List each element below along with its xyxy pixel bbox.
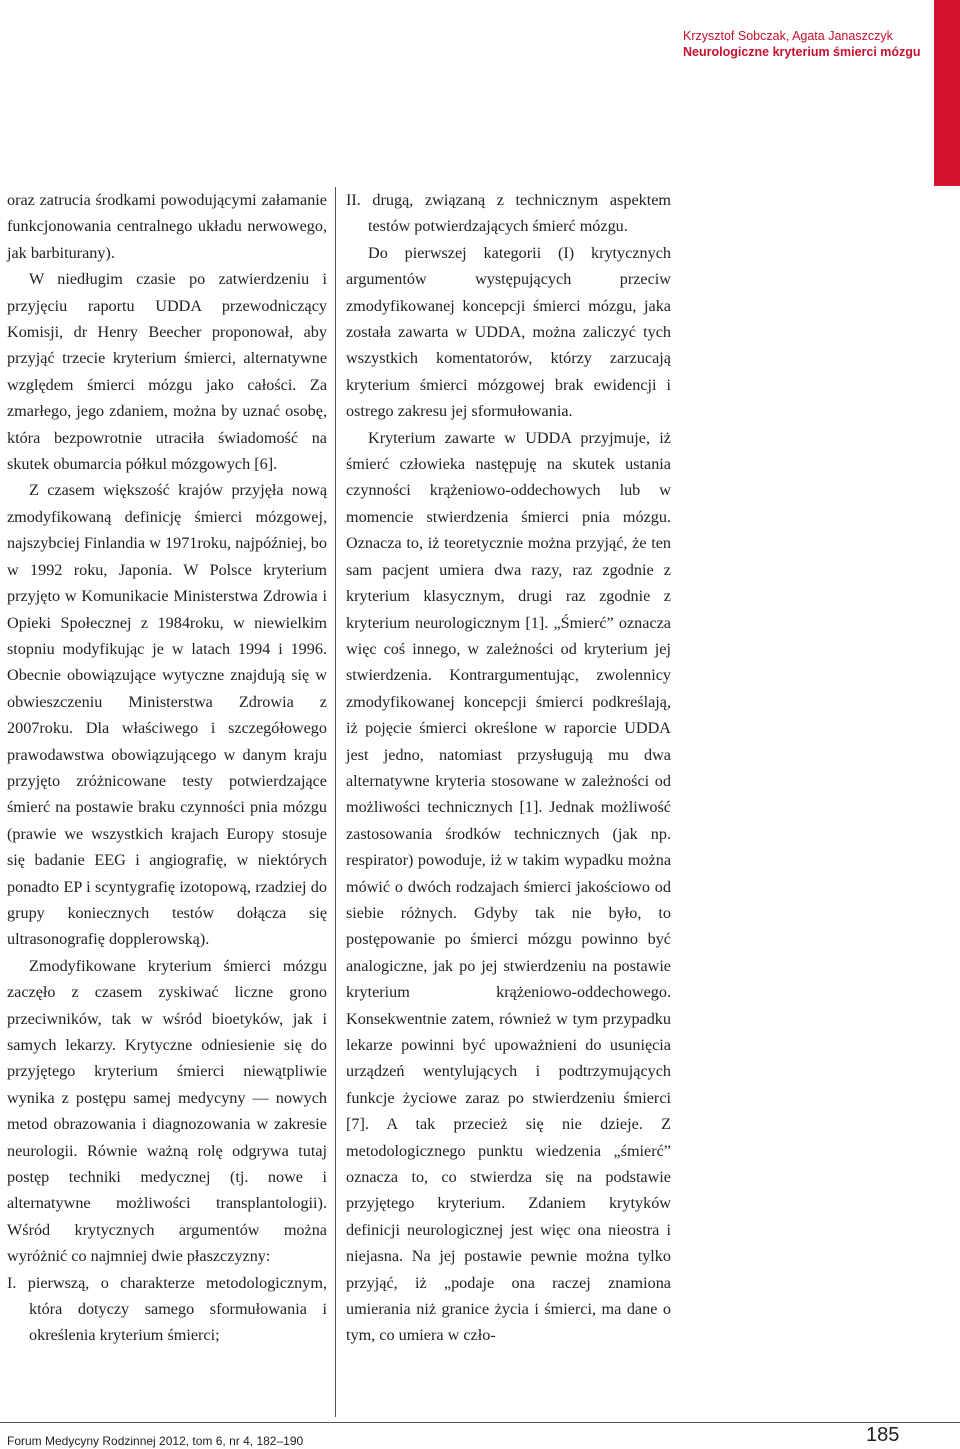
paragraph: Do pierwszej kategorii (I) krytycznych argumentów występujących przeciw zmodyfikowanej koncepcji śmierci mózgu, jaka została zawarta w UDDA, można zaliczyć tych wszystkich komentatorów, którzy zarzucają kryterium śmierci mózgowej brak ewidencji i ostrego zakresu jej sformułowania.: [346, 243, 671, 421]
list-item: I. pierwszą, o charakterze metodologicznym, która dotyczy samego sformułowania i określenia kryterium śmierci;: [7, 1273, 327, 1345]
paragraph: Zmodyfikowane kryterium śmierci mózgu zaczęło z czasem zyskiwać liczne grono przeciwników, tak w wśród bioetyków, jak i samych lekarzy. Krytyczne odniesienie się do przyjętego kryterium śmierci niewątpliwie wynika z postępu samej medycyny — nowych metod obrazowania i diagnozowania w zakresie neurologii. Równie ważną rolę odgrywa tutaj postęp techniki medycznej (tj. nowe i alternatywne możliwości transplantologii). Wśród krytycznych argumentów można wyróżnić co najmniej dwie płaszczyzny:: [7, 956, 327, 1266]
header-authors: Krzysztof Sobczak, Agata Janaszczyk: [683, 29, 893, 43]
footer-divider: [0, 1422, 960, 1423]
journal-citation: Forum Medycyny Rodzinnej 2012, tom 6, nr 4, 182–190: [7, 1434, 304, 1448]
paragraph: Z czasem większość krajów przyjęła nową zmodyfikowaną definicję śmierci mózgowej, najszybciej Finlandia w 1971roku, najpóźniej, bo w 1992 roku, Japonia. W Polsce kryterium przyjęto w Komunikacie Ministerstwa Zdrowia i Opieki Społecznej z 1984roku, w niewielkim stopniu modyfikując je w latach 1994 i 1996. Obecnie obowiązujące wytyczne znajdują się w obwieszczeniu Ministerstwa Zdrowia z 2007roku. Dla właściwego i szczegółowego prawodawstwa obowiązującego w danym kraju przyjęto zróżnicowane testy potwierdzające śmierć na postawie braku czynności pnia mózgu (prawie we wszystkich krajach Europy stosuje się badanie EEG i angiografię, w niektórych ponadto EP i scyntygrafię izotopową, rzadziej do grupy koniecznych testów dołącza się ultrasonografię dopplerowską).: [7, 481, 327, 949]
header-title: Neurologiczne kryterium śmierci mózgu: [683, 45, 921, 59]
paragraph: W niedługim czasie po zatwierdzeniu i przyjęciu raportu UDDA przewodniczący Komisji, dr Henry Beecher proponował, aby przyjąć trzecie kryterium śmierci, alternatywne względem śmierci mózgu jako całości. Za zmarłego, jego zdaniem, można by uznać osobę, która bezpowrotnie utraciła świadomość na skutek obumarcia półkul mózgowych [6].: [7, 270, 327, 474]
right-column: [346, 187, 671, 1349]
paragraph: oraz zatrucia środkami powodującymi załamanie funkcjonowania centralnego układu nerwowego, jak barbiturany).: [7, 191, 327, 262]
left-column: [7, 187, 327, 1349]
accent-bar: [934, 0, 960, 186]
paragraph: Kryterium zawarte w UDDA przyjmuje, iż śmierć człowieka następuję na skutek ustania czynności krążeniowo-oddechowych lub w momencie stwierdzenia śmierci pnia mózgu. Oznacza to, iż teoretycznie można przyjąć, że ten sam pacjent umiera dwa razy, raz zgodnie z kryterium klasycznym, drugi raz zgodnie z kryterium neurologicznym [1]. „Śmierć” oznacza więc coś innego, w zależności od kryterium jej stwierdzenia. Kontrargumentując, zwolennicy zmodyfikowanej koncepcji śmierci podkreślają, iż pojęcie śmierci określone w raporcie UDDA jest jedno, natomiast przysługują mu dwa alternatywne kryteria stosowane w zależności od możliwości technicznych [1]. Jednak możliwość zastosowania środków technicznych (jak np. respirator) powoduje, iż w takim wypadku można mówić o dwóch rodzajach śmierci jakościowo od siebie różnych. Gdyby tak nie było, to postępowanie po śmierci mózgu powinno być analogiczne, jak po jej stwierdzeniu na postawie kryterium krążeniowo-oddechowego. Konsekwentnie zatem, również w tym przypadku lekarze powinni być upoważnieni do usunięcia urządzeń wentylujących i podtrzymujących funkcje życiowe zaraz po stwierdzeniu śmierci [7]. A tak przecież się nie dzieje. Z metodologicznego punktu wiedzenia „śmierć” oznacza to, co stwierdza się na podstawie przyjętego kryterium. Zdaniem krytyków definicji neurologicznej jest więc ona nieostra i niejasna. Na jej postawie pewnie można tylko przyjąć, iż „podaje ona raczej znamiona umierania niż granice życia i śmierci, ma dane o tym, co umiera w czło-: [346, 428, 671, 1345]
column-divider: [335, 187, 336, 1417]
page-number: 185: [866, 1424, 900, 1446]
running-header: [683, 28, 933, 60]
list-item: II. drugą, związaną z technicznym aspektem testów potwierdzających śmierć mózgu.: [346, 191, 671, 236]
